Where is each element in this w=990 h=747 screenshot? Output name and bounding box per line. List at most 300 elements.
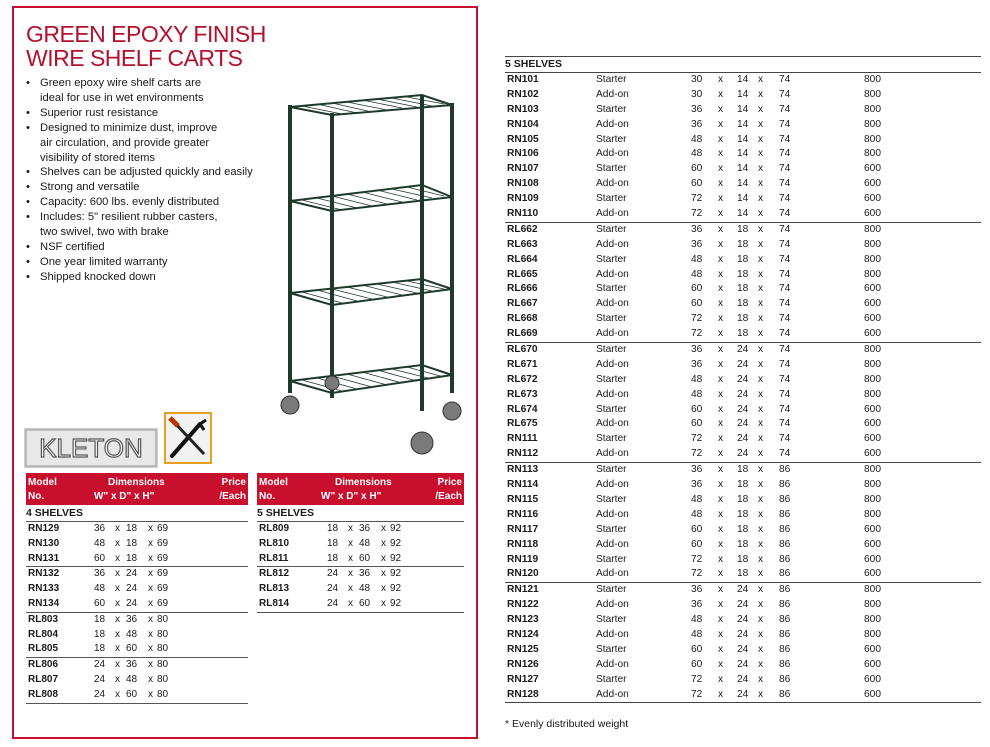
times-sign: x (758, 313, 764, 325)
times-sign: x (758, 643, 764, 655)
times-sign: x (758, 163, 764, 175)
capacity-value: 600 (864, 403, 881, 415)
times-sign: x (758, 344, 764, 356)
depth-value: 24 (737, 614, 749, 626)
table-row (505, 432, 981, 447)
depth-value: 18 (737, 253, 749, 265)
unit-type: Add-on (596, 508, 629, 520)
unit-type: Starter (596, 133, 627, 145)
unit-type: Add-on (596, 358, 629, 370)
width-value: 72 (691, 553, 703, 565)
height-value: 86 (779, 584, 791, 596)
table-row (505, 478, 981, 493)
depth-value: 60 (126, 643, 138, 655)
depth-value: 24 (737, 358, 749, 370)
table-row (505, 177, 981, 192)
times-sign: x (758, 238, 764, 250)
height-value: 92 (390, 597, 402, 609)
height-value: 74 (779, 358, 791, 370)
model-number: RL670 (507, 344, 538, 356)
times-sign: x (758, 103, 764, 115)
height-value: 74 (779, 74, 791, 85)
depth-value: 18 (126, 537, 138, 549)
model-number: RN109 (507, 193, 539, 205)
times-sign: x (718, 553, 724, 565)
row-group (505, 583, 981, 703)
feature-item: ideal for use in wet environments (40, 91, 204, 104)
width-value: 36 (94, 568, 106, 580)
capacity-value: 800 (864, 614, 881, 626)
model-number: RL672 (507, 373, 538, 385)
height-value: 69 (157, 568, 169, 580)
capacity-value: 600 (864, 643, 881, 655)
times-sign: x (381, 568, 386, 580)
depth-value: 24 (737, 433, 749, 445)
height-value: 80 (157, 673, 169, 685)
table-row (505, 327, 981, 342)
unit-type: Starter (596, 373, 627, 385)
times-sign: x (718, 298, 724, 310)
width-value: 36 (691, 464, 703, 476)
capacity-value: 600 (864, 163, 881, 175)
capacity-value: 600 (864, 658, 881, 670)
height-value: 74 (779, 178, 791, 190)
times-sign: x (115, 628, 120, 640)
depth-value: 24 (737, 418, 749, 430)
model-number: RN114 (507, 479, 539, 491)
unit-type: Add-on (596, 688, 629, 700)
capacity-value: 600 (864, 433, 881, 445)
model-number: RN131 (28, 552, 60, 564)
depth-value: 24 (737, 673, 749, 685)
width-value: 48 (691, 614, 703, 626)
width-value: 60 (691, 298, 703, 310)
unit-type: Starter (596, 193, 627, 205)
capacity-value: 800 (864, 373, 881, 385)
table-row (505, 388, 981, 403)
times-sign: x (758, 479, 764, 491)
width-value: 60 (94, 552, 106, 564)
depth-value: 24 (737, 388, 749, 400)
section-label: 5 SHELVES (257, 505, 464, 522)
spec-table-4-shelves (26, 473, 248, 704)
capacity-value: 600 (864, 328, 881, 340)
width-value: 72 (691, 568, 703, 580)
times-sign: x (148, 613, 153, 625)
height-value: 86 (779, 628, 791, 640)
unit-type: Starter (596, 584, 627, 596)
width-value: 72 (691, 448, 703, 460)
width-value: 48 (691, 493, 703, 505)
model-number: RN125 (507, 643, 539, 655)
width-value: 48 (691, 508, 703, 520)
model-number: RN106 (507, 148, 539, 160)
times-sign: x (758, 673, 764, 685)
width-value: 60 (691, 178, 703, 190)
model-number: RN102 (507, 88, 539, 100)
times-sign: x (718, 344, 724, 356)
times-sign: x (718, 148, 724, 160)
capacity-value: 800 (864, 344, 881, 356)
depth-value: 18 (737, 508, 749, 520)
model-number: RL675 (507, 418, 538, 430)
feature-item: air circulation, and provide greater (40, 136, 210, 149)
capacity-value: 600 (864, 553, 881, 565)
capacity-value: 600 (864, 418, 881, 430)
times-sign: x (718, 268, 724, 280)
model-number: RL671 (507, 358, 538, 370)
unit-type: Starter (596, 523, 627, 535)
unit-type: Add-on (596, 328, 629, 340)
row-group (26, 613, 248, 658)
depth-value: 18 (737, 538, 749, 550)
times-sign: x (758, 433, 764, 445)
feature-item: • Designed to minimize dust, improve (24, 121, 274, 136)
times-sign: x (115, 552, 120, 564)
times-sign: x (758, 448, 764, 460)
table-row (26, 522, 248, 537)
model-number: RL811 (259, 552, 289, 564)
times-sign: x (758, 253, 764, 265)
section-label: 5 SHELVES (505, 57, 981, 73)
times-sign: x (718, 688, 724, 700)
depth-value: 24 (737, 658, 749, 670)
times-sign: x (148, 628, 153, 640)
times-sign: x (758, 388, 764, 400)
unit-type: Add-on (596, 178, 629, 190)
times-sign: x (718, 253, 724, 265)
capacity-value: 800 (864, 74, 881, 85)
depth-value: 14 (737, 103, 749, 115)
depth-value: 24 (737, 373, 749, 385)
capacity-value: 600 (864, 193, 881, 205)
times-sign: x (718, 163, 724, 175)
table-row (505, 297, 981, 312)
height-value: 74 (779, 283, 791, 295)
times-sign: x (718, 448, 724, 460)
depth-value: 24 (737, 344, 749, 356)
title-line-1: GREEN EPOXY FINISH (26, 21, 266, 47)
width-value: 60 (691, 418, 703, 430)
capacity-value: 600 (864, 208, 881, 220)
depth-value: 14 (737, 208, 749, 220)
times-sign: x (718, 568, 724, 580)
unit-type: Add-on (596, 238, 629, 250)
unit-type: Starter (596, 163, 627, 175)
height-value: 74 (779, 148, 791, 160)
model-number: RN111 (507, 433, 538, 445)
unit-type: Starter (596, 614, 627, 626)
table-row (26, 613, 248, 628)
height-value: 86 (779, 643, 791, 655)
times-sign: x (718, 643, 724, 655)
unit-type: Add-on (596, 448, 629, 460)
width-value: 18 (94, 628, 106, 640)
times-sign: x (758, 148, 764, 160)
height-value: 74 (779, 403, 791, 415)
times-sign: x (758, 328, 764, 340)
unit-type: Add-on (596, 418, 629, 430)
height-value: 86 (779, 508, 791, 520)
times-sign: x (758, 418, 764, 430)
width-value: 18 (327, 523, 339, 534)
unit-type: Add-on (596, 628, 629, 640)
times-sign: x (758, 614, 764, 626)
table-row (26, 673, 248, 688)
times-sign: x (758, 658, 764, 670)
times-sign: x (115, 659, 120, 671)
times-sign: x (718, 403, 724, 415)
model-number: RL808 (28, 688, 59, 700)
spec-table-5-shelves (257, 473, 464, 613)
unit-type: Starter (596, 344, 627, 356)
table-row (26, 567, 248, 582)
table-row (505, 223, 981, 238)
table-row (505, 583, 981, 598)
times-sign: x (758, 133, 764, 145)
table-row (505, 73, 981, 88)
feature-item: • Capacity: 600 lbs. evenly distributed (24, 195, 274, 210)
times-sign: x (381, 552, 386, 564)
depth-value: 24 (737, 584, 749, 596)
table-row (26, 552, 248, 567)
model-number: RL812 (259, 568, 290, 580)
feature-item: • Strong and versatile (24, 180, 274, 195)
capacity-value: 800 (864, 628, 881, 640)
row-group (26, 658, 248, 703)
times-sign: x (718, 599, 724, 611)
times-sign: x (348, 537, 353, 549)
model-number: RL665 (507, 268, 538, 280)
model-number: RN113 (507, 464, 539, 476)
model-number: RN134 (28, 597, 60, 609)
unit-type: Starter (596, 253, 627, 265)
page-title (26, 22, 266, 70)
table-row (505, 103, 981, 118)
product-panel (12, 6, 478, 739)
footnote: * Evenly distributed weight (505, 718, 629, 730)
capacity-value: 600 (864, 568, 881, 580)
height-value: 74 (779, 88, 791, 100)
capacity-value: 600 (864, 448, 881, 460)
model-number: RL804 (28, 628, 59, 640)
times-sign: x (148, 583, 153, 595)
times-sign: x (758, 538, 764, 550)
table-row (257, 552, 464, 567)
table-row (505, 658, 981, 673)
times-sign: x (758, 298, 764, 310)
times-sign: x (758, 373, 764, 385)
width-value: 72 (691, 208, 703, 220)
depth-value: 18 (737, 283, 749, 295)
table-row (505, 268, 981, 283)
times-sign: x (718, 238, 724, 250)
times-sign: x (718, 88, 724, 100)
height-value: 86 (779, 688, 791, 700)
model-number: RN110 (507, 208, 539, 220)
width-value: 60 (691, 643, 703, 655)
capacity-value: 600 (864, 283, 881, 295)
width-value: 60 (691, 163, 703, 175)
row-group (505, 223, 981, 343)
feature-item: • One year limited warranty (24, 255, 274, 270)
times-sign: x (115, 688, 120, 700)
model-number: RN120 (507, 568, 539, 580)
times-sign: x (718, 538, 724, 550)
row-group (505, 73, 981, 223)
times-sign: x (381, 583, 386, 595)
model-number: RL806 (28, 659, 59, 671)
model-number: RN132 (28, 568, 60, 580)
depth-value: 24 (737, 628, 749, 640)
model-number: RL667 (507, 298, 538, 310)
times-sign: x (718, 313, 724, 325)
row-group (26, 522, 248, 567)
feature-list (24, 76, 274, 285)
model-number: RL664 (507, 253, 538, 265)
table-row (505, 88, 981, 103)
table-row (505, 567, 981, 582)
unit-type: Add-on (596, 538, 629, 550)
width-value: 72 (691, 313, 703, 325)
model-number: RL814 (259, 597, 290, 609)
times-sign: x (148, 523, 153, 534)
model-number: RN103 (507, 103, 539, 115)
times-sign: x (758, 599, 764, 611)
height-value: 69 (157, 537, 169, 549)
feature-item: • Shipped knocked down (24, 270, 274, 285)
model-number: RL809 (259, 523, 290, 534)
height-value: 74 (779, 193, 791, 205)
model-number: RL666 (507, 283, 538, 295)
height-value: 69 (157, 583, 169, 595)
table-row (257, 597, 464, 612)
depth-value: 14 (737, 148, 749, 160)
table-row (505, 613, 981, 628)
depth-value: 48 (359, 537, 371, 549)
width-value: 36 (691, 344, 703, 356)
feature-item: • Green epoxy wire shelf carts are (24, 76, 274, 91)
width-value: 24 (94, 659, 106, 671)
capacity-value: 800 (864, 479, 881, 491)
times-sign: x (718, 283, 724, 295)
times-sign: x (758, 628, 764, 640)
times-sign: x (758, 584, 764, 596)
table-row (505, 553, 981, 568)
times-sign: x (718, 584, 724, 596)
table-row (505, 403, 981, 418)
width-value: 24 (327, 597, 339, 609)
table-row (505, 162, 981, 177)
width-value: 72 (691, 328, 703, 340)
capacity-value: 800 (864, 148, 881, 160)
unit-type: Add-on (596, 88, 629, 100)
capacity-value: 600 (864, 688, 881, 700)
depth-value: 60 (126, 688, 138, 700)
times-sign: x (718, 614, 724, 626)
unit-type: Starter (596, 283, 627, 295)
depth-value: 24 (126, 568, 138, 580)
capacity-value: 600 (864, 523, 881, 535)
height-value: 74 (779, 328, 791, 340)
table-row (505, 147, 981, 162)
width-value: 48 (94, 583, 106, 595)
model-number: RN116 (507, 508, 539, 520)
times-sign: x (718, 103, 724, 115)
feature-item: • Includes: 5" resilient rubber casters, (24, 210, 274, 225)
model-number: RN112 (507, 448, 539, 460)
height-value: 74 (779, 133, 791, 145)
table-header: Model No. Dimensions W" x D" x H" Price /Each (26, 473, 248, 505)
width-value: 36 (691, 118, 703, 130)
width-value: 24 (327, 583, 339, 595)
table-row (505, 118, 981, 133)
width-value: 18 (327, 537, 339, 549)
capacity-value: 600 (864, 673, 881, 685)
height-value: 86 (779, 673, 791, 685)
feature-item: • Superior rust resistance (24, 106, 274, 121)
model-number: RN105 (507, 133, 539, 145)
capacity-value: 800 (864, 133, 881, 145)
times-sign: x (115, 583, 120, 595)
unit-type: Starter (596, 433, 627, 445)
capacity-value: 800 (864, 508, 881, 520)
table-row (505, 688, 981, 703)
height-value: 86 (779, 658, 791, 670)
times-sign: x (348, 552, 353, 564)
height-value: 92 (390, 583, 402, 595)
height-value: 74 (779, 103, 791, 115)
feature-item: two swivel, two with brake (40, 226, 169, 239)
table-row (257, 567, 464, 582)
depth-value: 48 (359, 583, 371, 595)
unit-type: Starter (596, 103, 627, 115)
times-sign: x (718, 418, 724, 430)
times-sign: x (718, 523, 724, 535)
depth-value: 18 (737, 568, 749, 580)
depth-value: 24 (737, 599, 749, 611)
model-number: RN127 (507, 673, 539, 685)
table-row (26, 597, 248, 612)
depth-value: 48 (126, 673, 138, 685)
times-sign: x (758, 493, 764, 505)
times-sign: x (148, 552, 153, 564)
width-value: 30 (691, 88, 703, 100)
model-number: RL673 (507, 388, 538, 400)
height-value: 74 (779, 388, 791, 400)
height-value: 86 (779, 538, 791, 550)
times-sign: x (718, 118, 724, 130)
times-sign: x (758, 553, 764, 565)
model-number: RN108 (507, 178, 539, 190)
times-sign: x (348, 583, 353, 595)
model-number: RL807 (28, 673, 59, 685)
svg-text:KLETON: KLETON (39, 433, 143, 463)
height-value: 80 (157, 659, 169, 671)
row-group (505, 343, 981, 463)
unit-type: Starter (596, 403, 627, 415)
width-value: 36 (94, 523, 106, 534)
table-row (505, 673, 981, 688)
height-value: 86 (779, 614, 791, 626)
model-number: RL803 (28, 613, 59, 625)
feature-item: visibility of stored items (40, 151, 156, 164)
model-number: RN118 (507, 538, 539, 550)
table-row (26, 642, 248, 657)
table-row (505, 417, 981, 432)
times-sign: x (758, 568, 764, 580)
model-number: RN122 (507, 599, 539, 611)
